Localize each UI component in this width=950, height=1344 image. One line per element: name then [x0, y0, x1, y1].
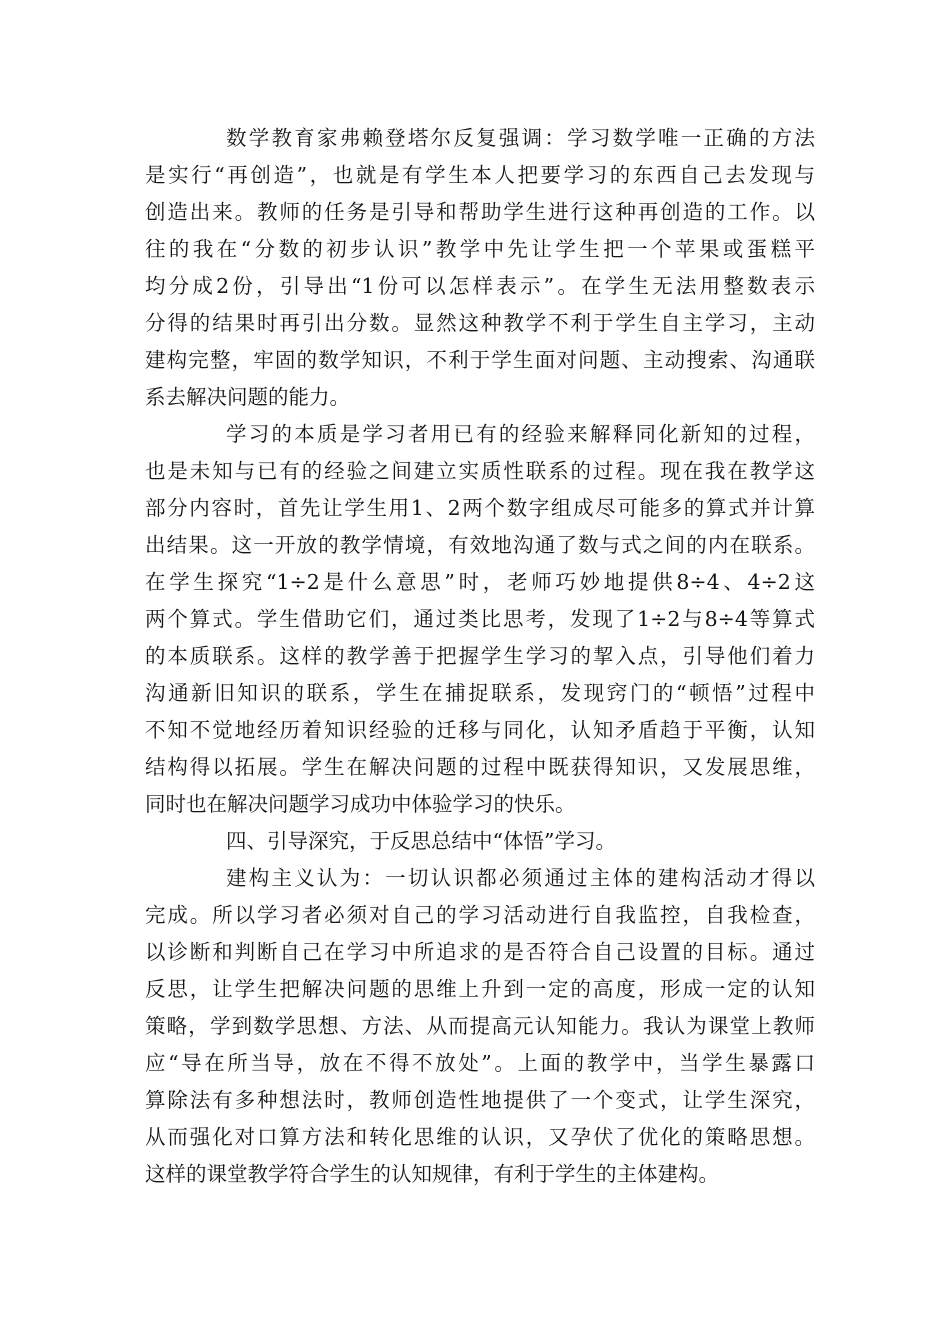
- section-heading-text: 四、引导深究，于反思总结中“体悟”学习。: [226, 829, 616, 853]
- text-line: 系去解决问题的能力。: [145, 385, 350, 409]
- text-line: 两个算式。学生借助它们，通过类比思考，发现了1÷2与8÷4等算式: [145, 607, 815, 631]
- text-line: 是实行“再创造”，也就是有学生本人把要学习的东西自己去发现与: [145, 163, 815, 187]
- text-line: 从而强化对口算方法和转化思维的认识，又孕伏了优化的策略思想。: [145, 1125, 815, 1149]
- text-line: 以诊断和判断自己在学习中所追求的是否符合自己设置的目标。通过: [145, 940, 815, 964]
- text-line: 也是未知与已有的经验之间建立实质性联系的过程。现在我在教学这: [145, 459, 815, 483]
- text-line: 策略，学到数学思想、方法、从而提高元认知能力。我认为课堂上教师: [145, 1014, 815, 1038]
- text-line: 在学生探究“1÷2是什么意思”时，老师巧妙地提供8÷4、4÷2这: [145, 570, 815, 594]
- text-line: 算除法有多种想法时，教师创造性地提供了一个变式，让学生深究，: [145, 1088, 815, 1112]
- text-line: 这样的课堂教学符合学生的认知规律，有利于学生的主体建构。: [145, 1162, 719, 1186]
- text-line: 均分成2份，引导出“1份可以怎样表示”。在学生无法用整数表示: [145, 274, 815, 298]
- paragraph-1: [145, 120, 815, 416]
- section-heading: [145, 823, 815, 860]
- text-line: 往的我在“分数的初步认识”教学中先让学生把一个苹果或蛋糕平: [145, 237, 815, 261]
- text-line: 应“导在所当导，放在不得不放处”。上面的教学中，当学生暴露口: [145, 1051, 815, 1075]
- document-body: [145, 120, 815, 1193]
- text-line: 建构完整，牢固的数学知识，不利于学生面对问题、主动搜索、沟通联: [145, 348, 815, 372]
- text-line: 结构得以拓展。学生在解决问题的过程中既获得知识，又发展思维，: [145, 755, 815, 779]
- text-line: 反思，让学生把解决问题的思维上升到一定的高度，形成一定的认知: [145, 977, 815, 1001]
- paragraph-2: [145, 416, 815, 823]
- paragraph-3: [145, 860, 815, 1193]
- text-line: 创造出来。教师的任务是引导和帮助学生进行这种再创造的工作。以: [145, 200, 815, 224]
- text-line: 部分内容时，首先让学生用1、2两个数字组成尽可能多的算式并计算: [145, 496, 815, 520]
- text-line: 不知不觉地经历着知识经验的迁移与同化，认知矛盾趋于平衡，认知: [145, 718, 815, 742]
- text-line: 同时也在解决问题学习成功中体验学习的快乐。: [145, 792, 576, 816]
- text-line: 的本质联系。这样的教学善于把握学生学习的挈入点，引导他们着力: [145, 644, 815, 668]
- text-line: 出结果。这一开放的教学情境，有效地沟通了数与式之间的内在联系。: [145, 533, 815, 557]
- text-line: 数学教育家弗赖登塔尔反复强调：学习数学唯一正确的方法: [226, 126, 815, 150]
- text-line: 建构主义认为：一切认识都必须通过主体的建构活动才得以: [226, 866, 815, 890]
- text-line: 分得的结果时再引出分数。显然这种教学不利于学生自主学习，主动: [145, 311, 815, 335]
- text-line: 完成。所以学习者必须对自己的学习活动进行自我监控，自我检查，: [145, 903, 815, 927]
- text-line: 学习的本质是学习者用已有的经验来解释同化新知的过程，: [226, 422, 815, 446]
- text-line: 沟通新旧知识的联系，学生在捕捉联系，发现窍门的“顿悟”过程中: [145, 681, 815, 705]
